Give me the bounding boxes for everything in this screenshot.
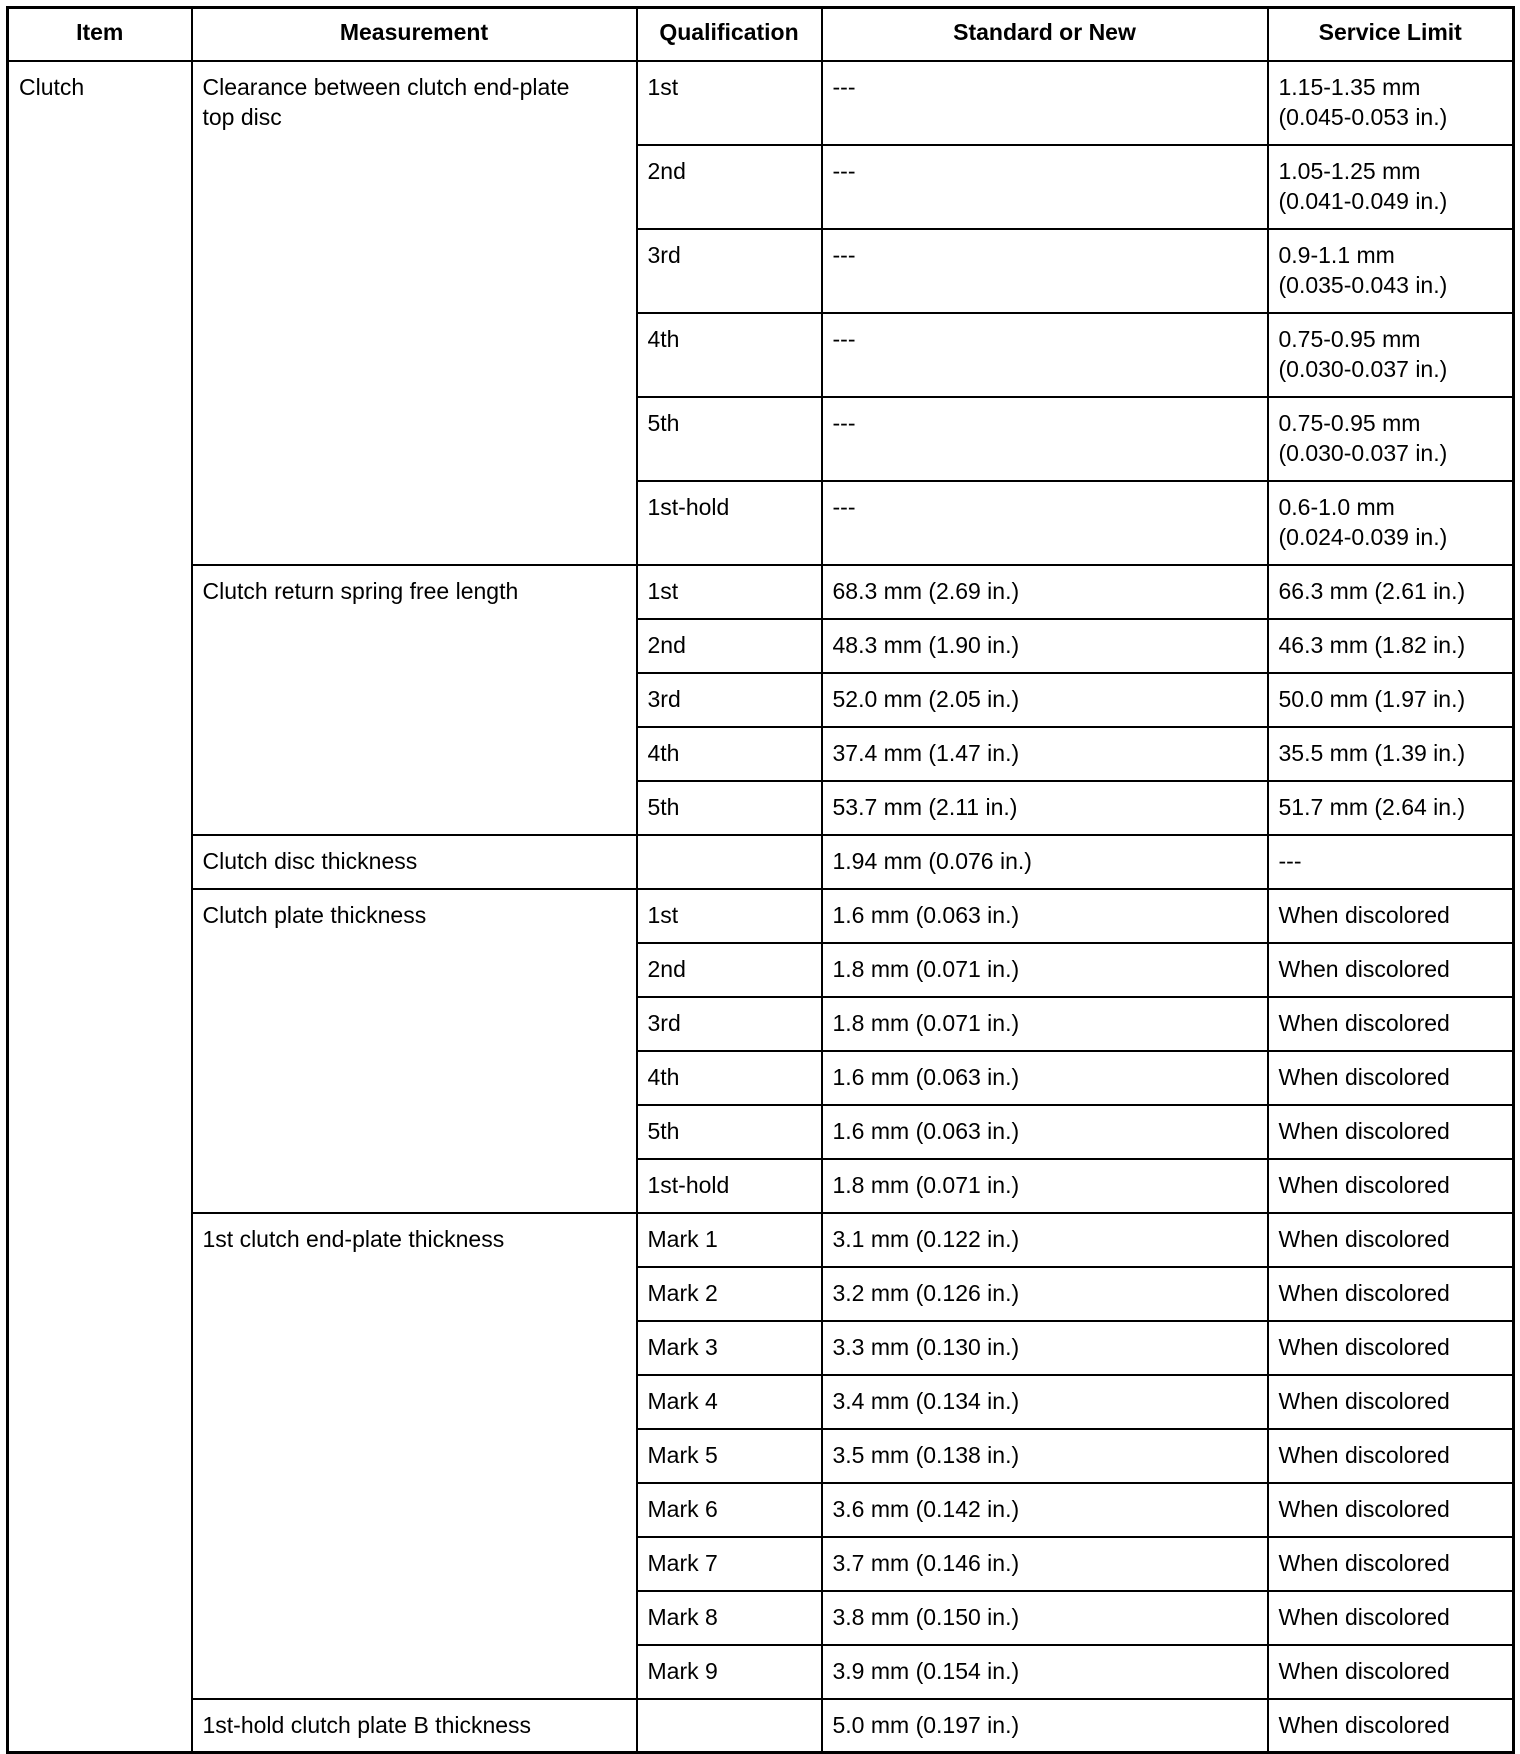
service-limit-cell: When discolored — [1268, 1375, 1514, 1429]
qualification-cell: 5th — [637, 1105, 822, 1159]
table-body — [8, 61, 1514, 1753]
standard-cell: --- — [822, 313, 1268, 397]
table-row — [8, 565, 1514, 619]
table-row — [8, 1213, 1514, 1267]
table-row — [8, 61, 1514, 145]
standard-cell: 5.0 mm (0.197 in.) — [822, 1699, 1268, 1753]
qualification-cell: Mark 2 — [637, 1267, 822, 1321]
standard-cell: 3.1 mm (0.122 in.) — [822, 1213, 1268, 1267]
standard-cell: 53.7 mm (2.11 in.) — [822, 781, 1268, 835]
standard-cell: 3.5 mm (0.138 in.) — [822, 1429, 1268, 1483]
standard-cell: 52.0 mm (2.05 in.) — [822, 673, 1268, 727]
measurement-cell: 1st-hold clutch plate B thickness — [192, 1699, 637, 1753]
qualification-cell: 3rd — [637, 229, 822, 313]
measurement-cell: Clutch disc thickness — [192, 835, 637, 889]
service-limit-cell: When discolored — [1268, 1213, 1514, 1267]
service-limit-cell: When discolored — [1268, 1645, 1514, 1699]
header-row — [8, 8, 1514, 61]
service-limit-cell: When discolored — [1268, 1321, 1514, 1375]
qualification-cell: 4th — [637, 313, 822, 397]
service-limit-cell: 0.75-0.95 mm (0.030-0.037 in.) — [1268, 313, 1514, 397]
standard-cell: 3.4 mm (0.134 in.) — [822, 1375, 1268, 1429]
standard-cell: 3.9 mm (0.154 in.) — [822, 1645, 1268, 1699]
qualification-cell: Mark 7 — [637, 1537, 822, 1591]
standard-cell: 1.6 mm (0.063 in.) — [822, 1105, 1268, 1159]
measurement-cell: 1st clutch end-plate thickness — [192, 1213, 637, 1699]
header-measurement: Measurement — [192, 8, 637, 61]
qualification-cell: 2nd — [637, 145, 822, 229]
qualification-cell: 2nd — [637, 619, 822, 673]
qualification-cell: 2nd — [637, 943, 822, 997]
qualification-cell: 1st — [637, 565, 822, 619]
service-limit-cell: When discolored — [1268, 1483, 1514, 1537]
service-limit-cell: 66.3 mm (2.61 in.) — [1268, 565, 1514, 619]
service-limit-cell: 35.5 mm (1.39 in.) — [1268, 727, 1514, 781]
standard-cell: 37.4 mm (1.47 in.) — [822, 727, 1268, 781]
qualification-cell: Mark 8 — [637, 1591, 822, 1645]
header-qualification: Qualification — [637, 8, 822, 61]
measurement-cell: Clutch return spring free length — [192, 565, 637, 835]
standard-cell: 1.8 mm (0.071 in.) — [822, 943, 1268, 997]
service-limit-cell: When discolored — [1268, 1591, 1514, 1645]
qualification-cell: 1st-hold — [637, 1159, 822, 1213]
header-standard: Standard or New — [822, 8, 1268, 61]
qualification-cell: 5th — [637, 397, 822, 481]
qualification-cell: 3rd — [637, 997, 822, 1051]
item-cell: Clutch — [8, 61, 192, 1753]
standard-cell: 3.7 mm (0.146 in.) — [822, 1537, 1268, 1591]
service-limit-cell: When discolored — [1268, 1159, 1514, 1213]
header-service-limit: Service Limit — [1268, 8, 1514, 61]
service-limit-cell: 0.6-1.0 mm (0.024-0.039 in.) — [1268, 481, 1514, 565]
standard-cell: 68.3 mm (2.69 in.) — [822, 565, 1268, 619]
service-limit-cell: 51.7 mm (2.64 in.) — [1268, 781, 1514, 835]
standard-cell: 3.2 mm (0.126 in.) — [822, 1267, 1268, 1321]
service-limit-cell: When discolored — [1268, 1051, 1514, 1105]
standard-cell: --- — [822, 61, 1268, 145]
service-limit-cell: When discolored — [1268, 1537, 1514, 1591]
service-limit-cell: When discolored — [1268, 943, 1514, 997]
service-limit-cell: 1.15-1.35 mm (0.045-0.053 in.) — [1268, 61, 1514, 145]
qualification-cell: 1st — [637, 61, 822, 145]
standard-cell: 1.94 mm (0.076 in.) — [822, 835, 1268, 889]
qualification-cell: Mark 3 — [637, 1321, 822, 1375]
standard-cell: --- — [822, 229, 1268, 313]
service-limit-cell: When discolored — [1268, 1267, 1514, 1321]
standard-cell: 3.3 mm (0.130 in.) — [822, 1321, 1268, 1375]
service-limit-cell: 0.75-0.95 mm (0.030-0.037 in.) — [1268, 397, 1514, 481]
standard-cell: --- — [822, 481, 1268, 565]
table-row — [8, 889, 1514, 943]
table-row — [8, 835, 1514, 889]
standard-cell: 3.8 mm (0.150 in.) — [822, 1591, 1268, 1645]
standard-cell: --- — [822, 397, 1268, 481]
qualification-cell: Mark 9 — [637, 1645, 822, 1699]
qualification-cell: 3rd — [637, 673, 822, 727]
qualification-cell: 1st-hold — [637, 481, 822, 565]
service-limit-cell: --- — [1268, 835, 1514, 889]
qualification-cell: Mark 1 — [637, 1213, 822, 1267]
service-limit-cell: When discolored — [1268, 1429, 1514, 1483]
spec-table — [6, 6, 1515, 1754]
service-limit-cell: 0.9-1.1 mm (0.035-0.043 in.) — [1268, 229, 1514, 313]
qualification-cell — [637, 1699, 822, 1753]
qualification-cell: 4th — [637, 727, 822, 781]
qualification-cell — [637, 835, 822, 889]
standard-cell: 48.3 mm (1.90 in.) — [822, 619, 1268, 673]
standard-cell: 1.6 mm (0.063 in.) — [822, 1051, 1268, 1105]
standard-cell: 1.8 mm (0.071 in.) — [822, 997, 1268, 1051]
service-limit-cell: 46.3 mm (1.82 in.) — [1268, 619, 1514, 673]
service-limit-cell: When discolored — [1268, 1105, 1514, 1159]
standard-cell: 3.6 mm (0.142 in.) — [822, 1483, 1268, 1537]
header-item: Item — [8, 8, 192, 61]
service-limit-cell: When discolored — [1268, 889, 1514, 943]
qualification-cell: Mark 4 — [637, 1375, 822, 1429]
qualification-cell: Mark 5 — [637, 1429, 822, 1483]
service-limit-cell: When discolored — [1268, 1699, 1514, 1753]
measurement-cell: Clearance between clutch end-plate top disc — [192, 61, 637, 565]
qualification-cell: 4th — [637, 1051, 822, 1105]
service-limit-cell: When discolored — [1268, 997, 1514, 1051]
service-limit-cell: 50.0 mm (1.97 in.) — [1268, 673, 1514, 727]
qualification-cell: 5th — [637, 781, 822, 835]
standard-cell: 1.8 mm (0.071 in.) — [822, 1159, 1268, 1213]
service-limit-cell: 1.05-1.25 mm (0.041-0.049 in.) — [1268, 145, 1514, 229]
measurement-cell: Clutch plate thickness — [192, 889, 637, 1213]
qualification-cell: Mark 6 — [637, 1483, 822, 1537]
standard-cell: --- — [822, 145, 1268, 229]
standard-cell: 1.6 mm (0.063 in.) — [822, 889, 1268, 943]
table-row — [8, 1699, 1514, 1753]
qualification-cell: 1st — [637, 889, 822, 943]
